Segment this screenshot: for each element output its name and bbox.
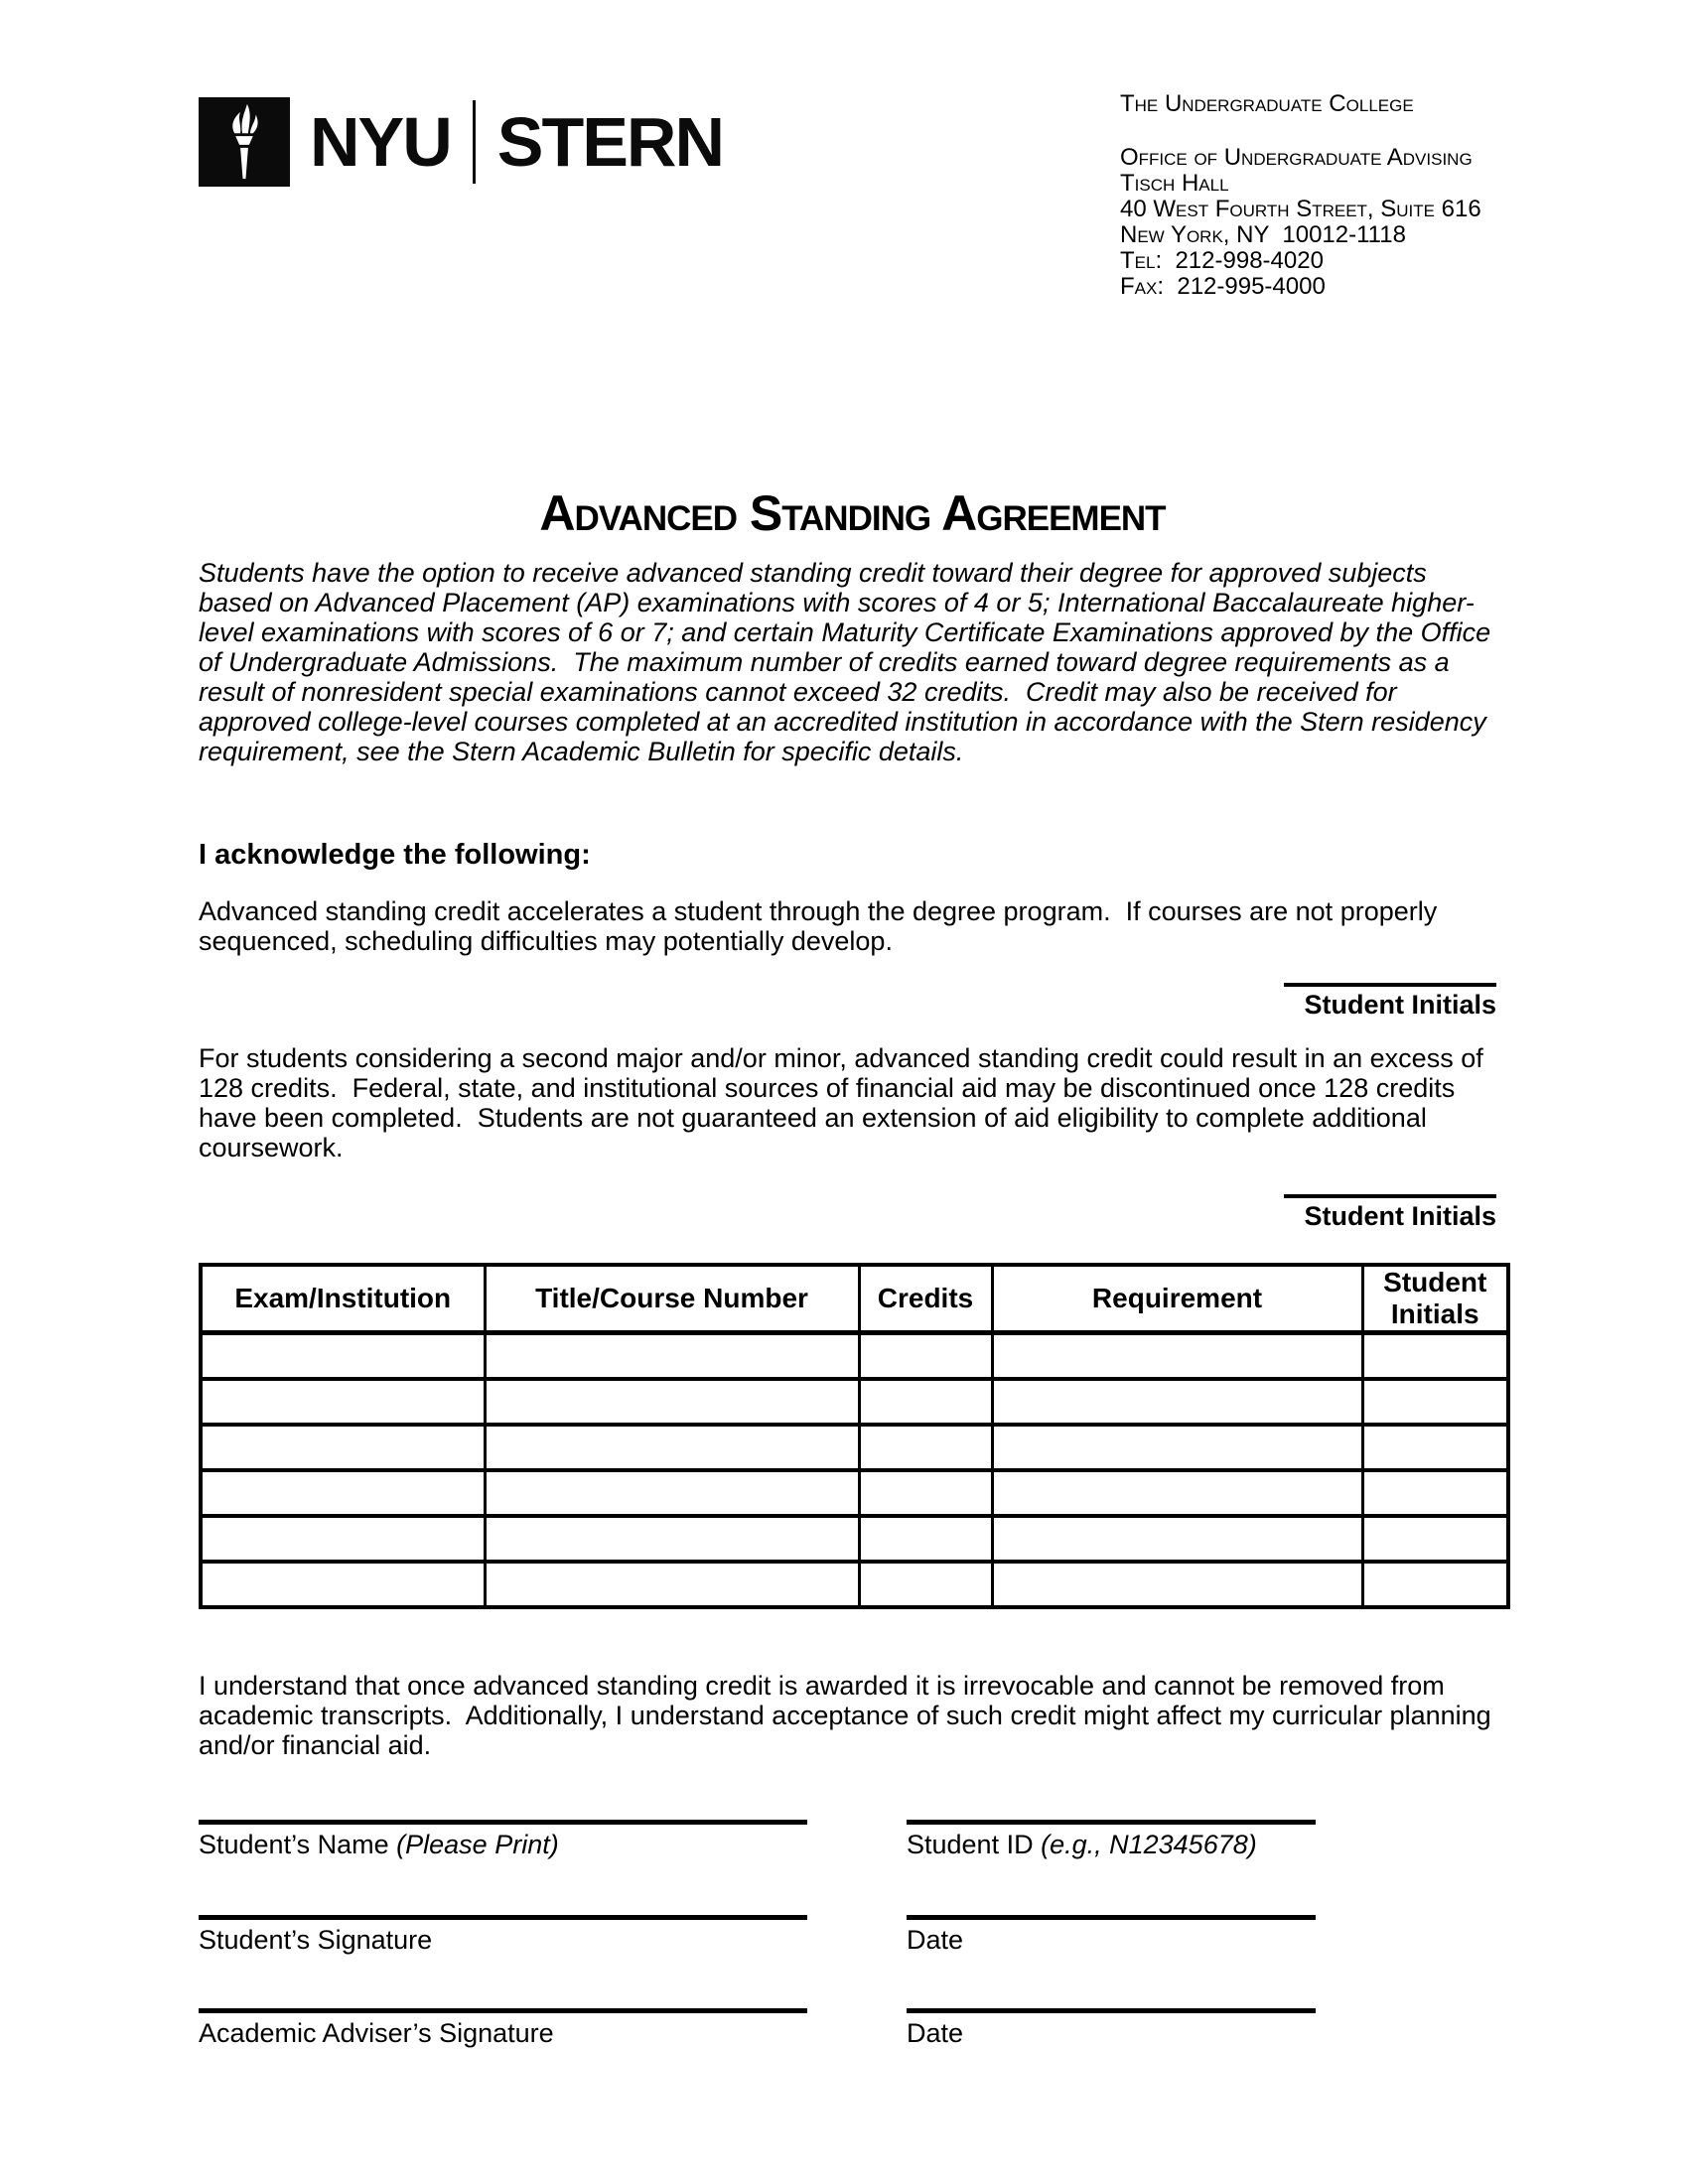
table-cell[interactable] xyxy=(992,1516,1362,1562)
stern-wordmark: STERN xyxy=(496,103,724,181)
intro-paragraph: Students have the option to receive advanced standing credit toward their degree for approved subjects based on Advanced Placement (AP) examinations with scores of 4 or 5; International Baccalaureate higher-level examinations with scores of 6 or 7; and certain Maturity Certificate Examinations approved by the Office of Undergraduate Admissions. The maximum number of credits earned toward degree requirements as a result of nonresident special examinations cannot exceed 32 credits. Credit may also be received for approved college-level courses completed at an accredited institution in accordance with the Stern residency requirement, see the Stern Academic Bulletin for specific details. xyxy=(199,558,1498,766)
student-initials-field-2[interactable] xyxy=(1284,1194,1496,1232)
table-cell[interactable] xyxy=(1362,1516,1508,1562)
table-cell[interactable] xyxy=(1362,1379,1508,1425)
table-cell[interactable] xyxy=(1362,1425,1508,1470)
table-cell[interactable] xyxy=(485,1379,859,1425)
nyu-stern-logo xyxy=(199,97,723,187)
table-cell[interactable] xyxy=(201,1470,485,1516)
table-cell[interactable] xyxy=(1362,1470,1508,1516)
table-row xyxy=(201,1333,1508,1380)
credit-table-header-row xyxy=(201,1265,1508,1333)
letterhead xyxy=(1120,91,1481,300)
document-title: Advanced Standing Agreement xyxy=(539,485,1166,541)
date-label-1: Date xyxy=(907,1925,964,1955)
student-name-note: (Please Print) xyxy=(396,1830,559,1859)
table-cell[interactable] xyxy=(859,1516,992,1562)
adviser-signature-field[interactable] xyxy=(199,2008,807,2049)
adviser-signature-date-field[interactable] xyxy=(907,2008,1316,2049)
student-id-note: (e.g., N12345678) xyxy=(1041,1830,1257,1859)
table-row xyxy=(201,1562,1508,1607)
table-row xyxy=(201,1379,1508,1425)
table-cell[interactable] xyxy=(992,1562,1362,1607)
credit-table xyxy=(199,1263,1510,1609)
letterhead-city: New York, NY 10012-1118 xyxy=(1120,221,1406,248)
closing-paragraph: I understand that once advanced standing credit is awarded it is irrevocable and cannot be removed from academic transcripts. Additionally, I understand acceptance of such credit might affect my curricular planning and/or financial aid. xyxy=(199,1671,1499,1760)
table-cell[interactable] xyxy=(485,1562,859,1607)
student-id-field[interactable] xyxy=(907,1820,1316,1860)
table-cell[interactable] xyxy=(485,1470,859,1516)
table-cell[interactable] xyxy=(859,1470,992,1516)
date-label-2: Date xyxy=(907,2018,964,2048)
table-row xyxy=(201,1470,1508,1516)
table-cell[interactable] xyxy=(201,1379,485,1425)
letterhead-hall: Tisch Hall xyxy=(1120,170,1229,197)
table-cell[interactable] xyxy=(992,1333,1362,1380)
header-title-course-number: Title/Course Number xyxy=(485,1265,859,1333)
student-id-label: Student ID (e.g., N12345678) xyxy=(907,1830,1257,1859)
table-cell[interactable] xyxy=(485,1333,859,1380)
letterhead-tel: Tel: 212-998-4020 xyxy=(1120,247,1324,274)
table-cell[interactable] xyxy=(992,1425,1362,1470)
acknowledge-heading: I acknowledge the following: xyxy=(199,839,591,871)
logo-divider xyxy=(473,100,476,184)
letterhead-college: The Undergraduate College xyxy=(1120,90,1414,117)
table-row xyxy=(201,1425,1508,1470)
student-signature-date-field[interactable] xyxy=(907,1915,1316,1956)
student-name-field[interactable] xyxy=(199,1820,807,1860)
table-cell[interactable] xyxy=(1362,1333,1508,1380)
table-cell[interactable] xyxy=(992,1470,1362,1516)
header-student-initials: Student Initials xyxy=(1362,1265,1508,1333)
table-cell[interactable] xyxy=(201,1425,485,1470)
student-initials-label-2: Student Initials xyxy=(1304,1201,1496,1231)
header-credits: Credits xyxy=(859,1265,992,1333)
table-cell[interactable] xyxy=(992,1379,1362,1425)
table-row xyxy=(201,1516,1508,1562)
table-cell[interactable] xyxy=(485,1425,859,1470)
letterhead-street: 40 West Fourth Street, Suite 616 xyxy=(1120,196,1481,222)
nyu-wordmark: NYU xyxy=(310,103,451,181)
acknowledgement-paragraph-1: Advanced standing credit accelerates a student through the degree program. If courses are not properly sequenced, scheduling difficulties may potentially develop. xyxy=(199,896,1445,956)
table-cell[interactable] xyxy=(201,1333,485,1380)
acknowledgement-paragraph-2: For students considering a second major and/or minor, advanced standing credit could result in an excess of 128 credits. Federal, state, and institutional sources of financial aid may be discontinued once 128 credits have been completed. Students are not guaranteed an extension of aid eligibility to complete additional coursework. xyxy=(199,1043,1491,1162)
table-cell[interactable] xyxy=(1362,1562,1508,1607)
header-requirement: Requirement xyxy=(992,1265,1362,1333)
student-signature-field[interactable] xyxy=(199,1915,807,1956)
adviser-signature-label: Academic Adviser’s Signature xyxy=(199,2018,554,2048)
table-cell[interactable] xyxy=(859,1379,992,1425)
table-cell[interactable] xyxy=(485,1516,859,1562)
table-cell[interactable] xyxy=(201,1562,485,1607)
table-cell[interactable] xyxy=(859,1425,992,1470)
student-signature-label: Student’s Signature xyxy=(199,1925,433,1955)
table-cell[interactable] xyxy=(201,1516,485,1562)
student-name-label: Student’s Name (Please Print) xyxy=(199,1830,559,1859)
student-initials-field-1[interactable] xyxy=(1284,983,1496,1021)
letterhead-fax: Fax: 212-995-4000 xyxy=(1120,273,1326,300)
header-exam-institution: Exam/Institution xyxy=(201,1265,485,1333)
torch-icon xyxy=(199,97,290,187)
letterhead-office: Office of Undergraduate Advising xyxy=(1120,144,1473,171)
student-initials-label-1: Student Initials xyxy=(1304,990,1496,1020)
table-cell[interactable] xyxy=(859,1562,992,1607)
table-cell[interactable] xyxy=(859,1333,992,1380)
